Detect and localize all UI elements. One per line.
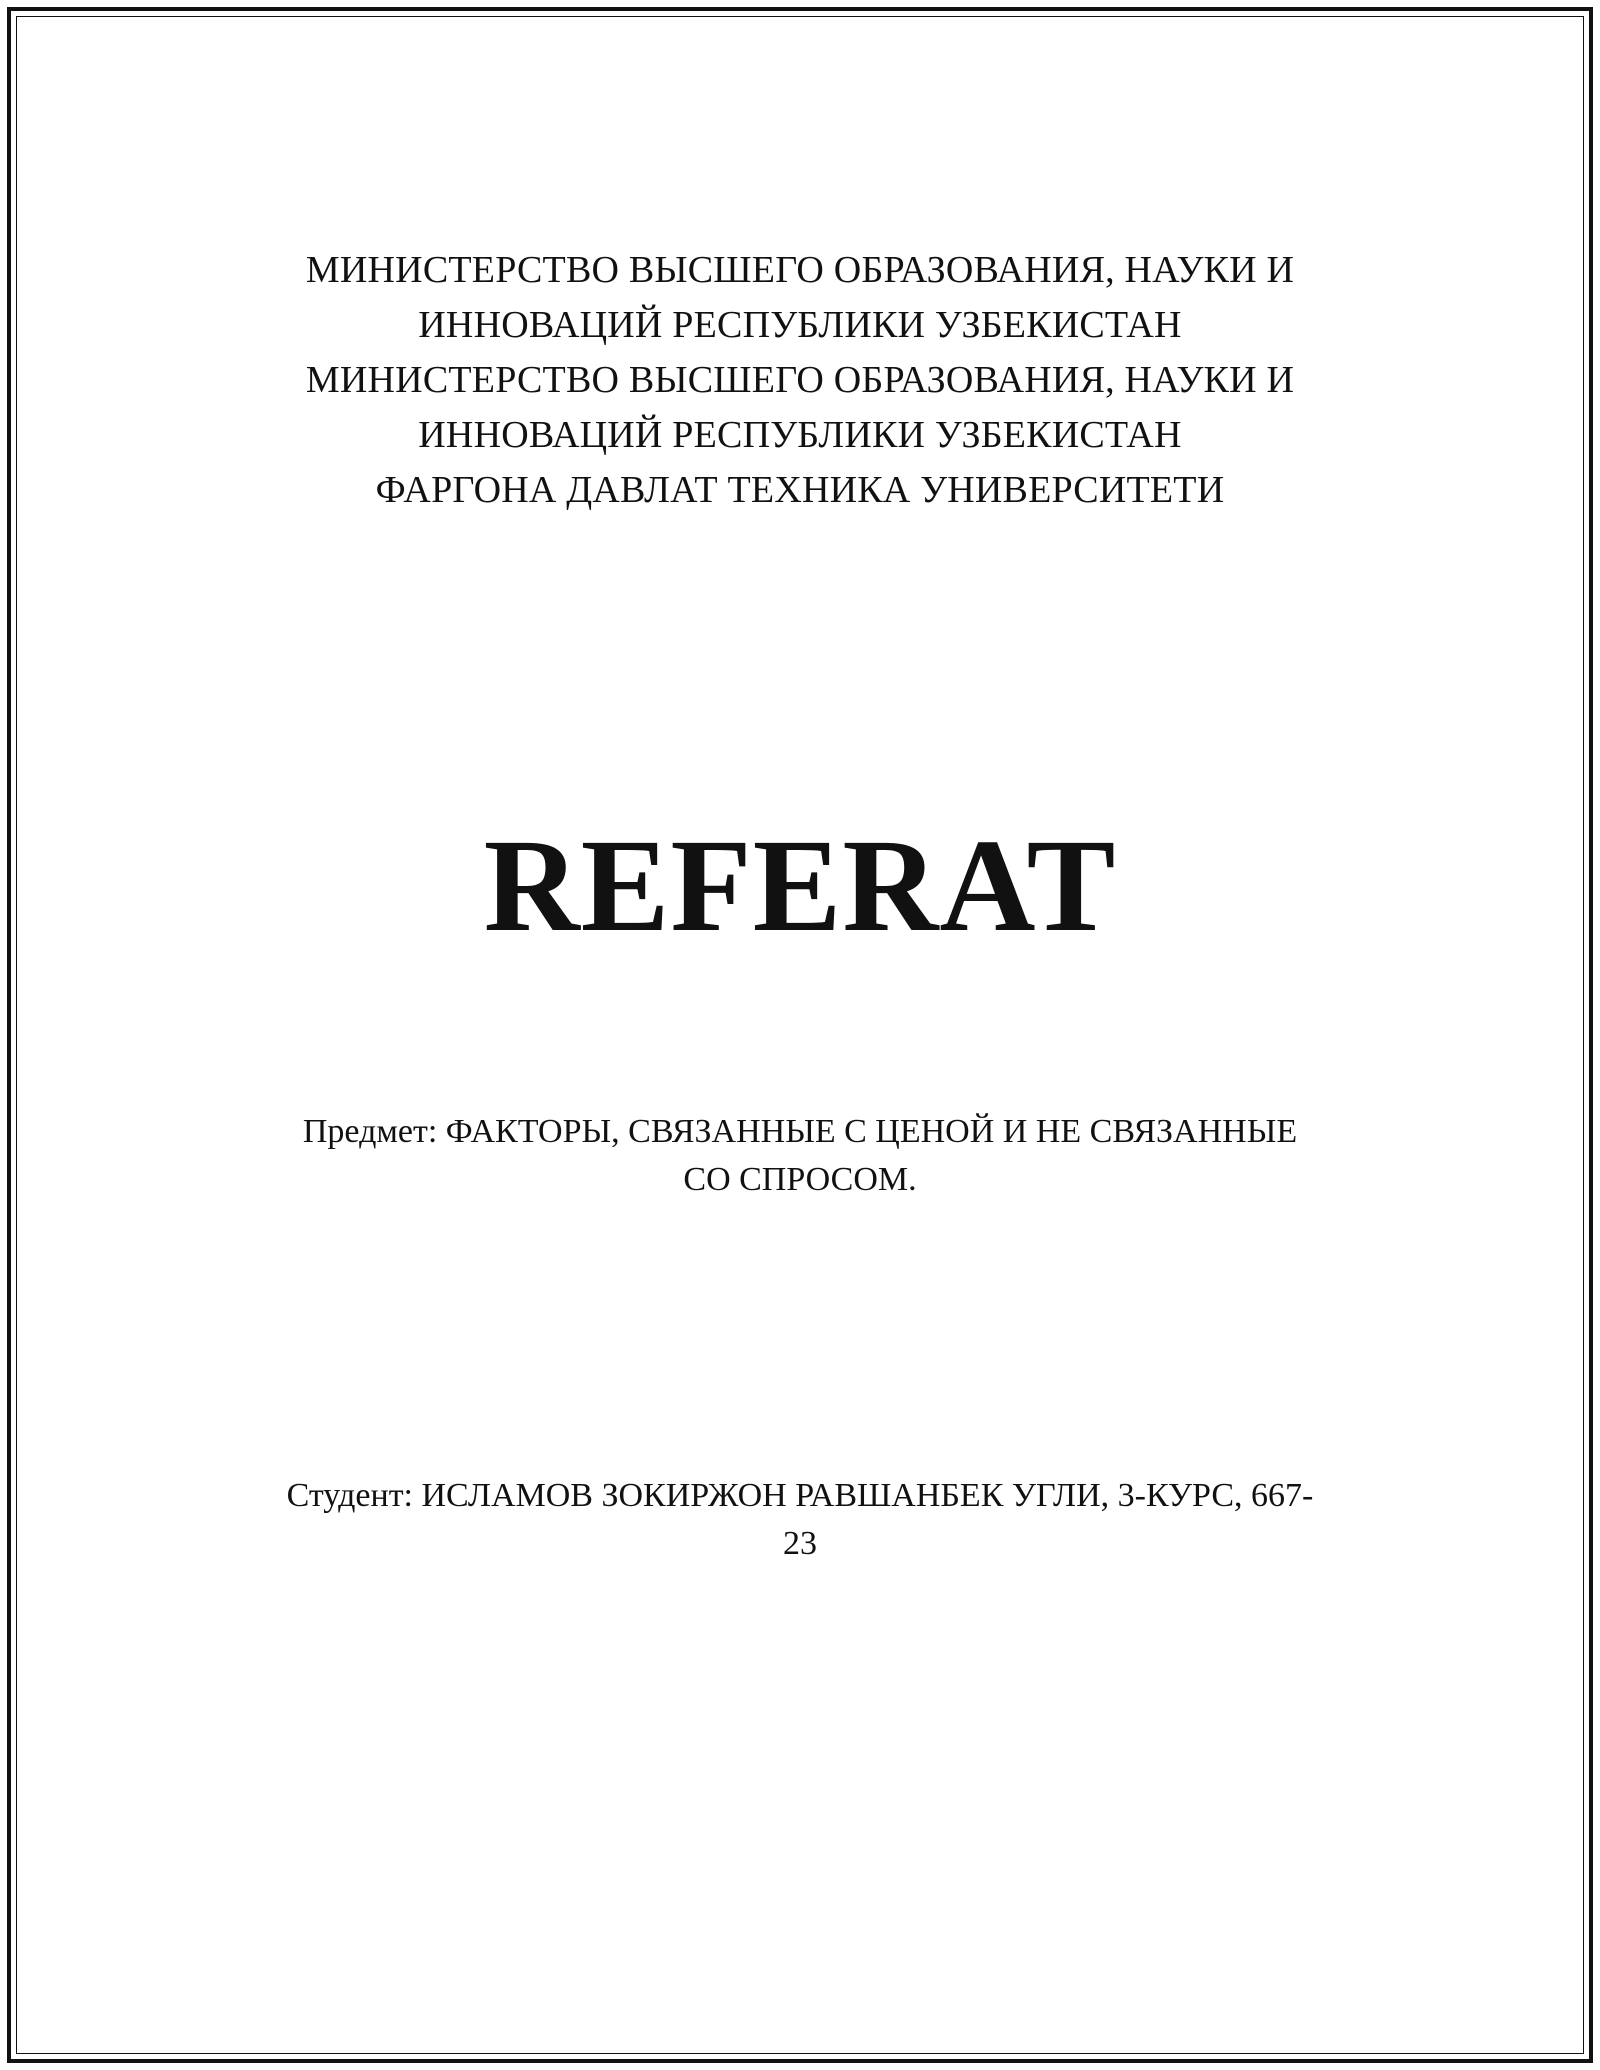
subject-line-2: СО СПРОСОМ. — [683, 1161, 917, 1198]
header-line-5: ФАРГОНА ДАВЛАТ ТЕХНИКА УНИВЕРСИТЕТИ — [375, 469, 1225, 511]
institution-header — [0, 243, 1600, 518]
subject-block — [0, 1108, 1600, 1204]
subject-line-1: Предмет: ФАКТОРЫ, СВЯЗАННЫЕ С ЦЕНОЙ И НЕ СВЯЗАННЫЕ — [302, 1113, 1298, 1150]
header-line-2: ИННОВАЦИЙ РЕСПУБЛИКИ УЗБЕКИСТАН — [418, 304, 1182, 346]
student-line-2: 23 — [783, 1525, 817, 1562]
document-title: REFERAT — [483, 811, 1117, 959]
student-line-1: Студент: ИСЛАМОВ ЗОКИРЖОН РАВШАНБЕК УГЛИ, 3-КУРС, 667- — [286, 1477, 1314, 1514]
header-line-1: МИНИСТЕРСТВО ВЫСШЕГО ОБРАЗОВАНИЯ, НАУКИ И — [305, 249, 1295, 291]
header-line-4: ИННОВАЦИЙ РЕСПУБЛИКИ УЗБЕКИСТАН — [418, 414, 1182, 456]
header-line-3: МИНИСТЕРСТВО ВЫСШЕГО ОБРАЗОВАНИЯ, НАУКИ И — [305, 359, 1295, 401]
student-block — [0, 1472, 1600, 1568]
